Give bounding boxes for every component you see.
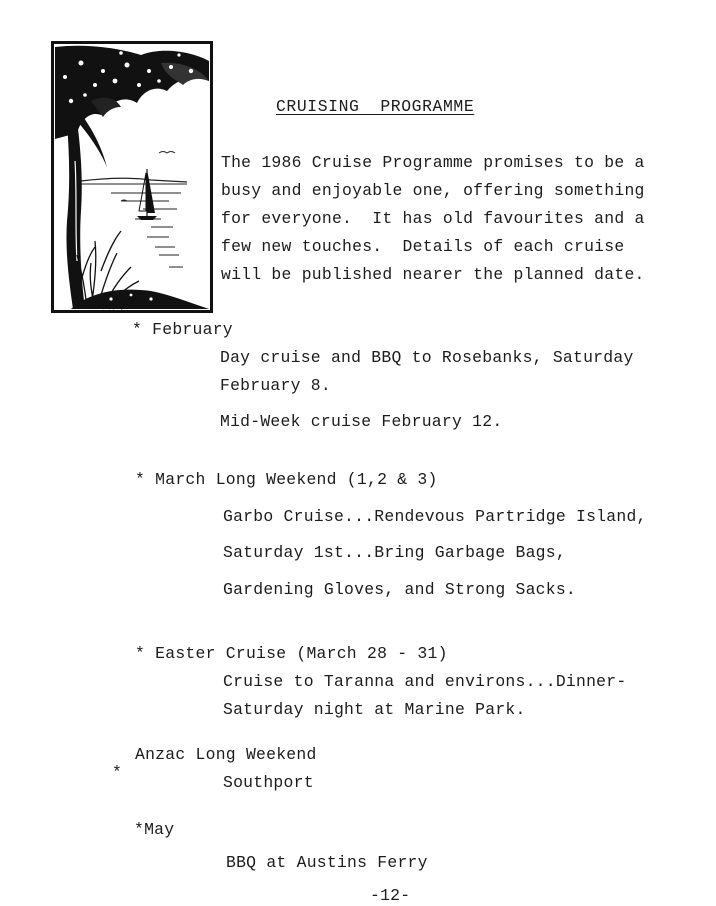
intro-line: The 1986 Cruise Programme promises to be a [221,153,645,172]
event-heading: * February [132,320,233,339]
event-marker: * [112,763,123,782]
event-heading: *May [134,820,175,839]
event-heading: * March Long Weekend (1,2 & 3) [135,470,438,489]
event-line: BBQ at Austins Ferry [226,853,428,872]
event-line: Cruise to Taranna and environs...Dinner- [223,672,627,691]
intro-line: will be published nearer the planned date. [221,265,645,284]
event-line: February 8. [220,376,331,395]
intro-line: busy and enjoyable one, offering something [221,181,645,200]
page-title: CRUISING PROGRAMME [276,97,475,116]
event-line: Mid-Week cruise February 12. [220,412,503,431]
event-line: Gardening Gloves, and Strong Sacks. [223,580,577,599]
event-heading: * Easter Cruise (March 28 - 31) [135,644,448,663]
event-line: Garbo Cruise...Rendevous Partridge Island, [223,507,647,526]
event-line: Saturday night at Marine Park. [223,700,526,719]
event-heading: Anzac Long Weekend [135,745,317,764]
shoreline-illustration [51,41,213,313]
event-line: Southport [223,773,314,792]
page-number: -12- [370,886,411,905]
intro-line: for everyone. It has old favourites and a [221,209,645,228]
event-line: Day cruise and BBQ to Rosebanks, Saturday [220,348,634,367]
event-line: Saturday 1st...Bring Garbage Bags, [223,543,566,562]
intro-line: few new touches. Details of each cruise [221,237,625,256]
